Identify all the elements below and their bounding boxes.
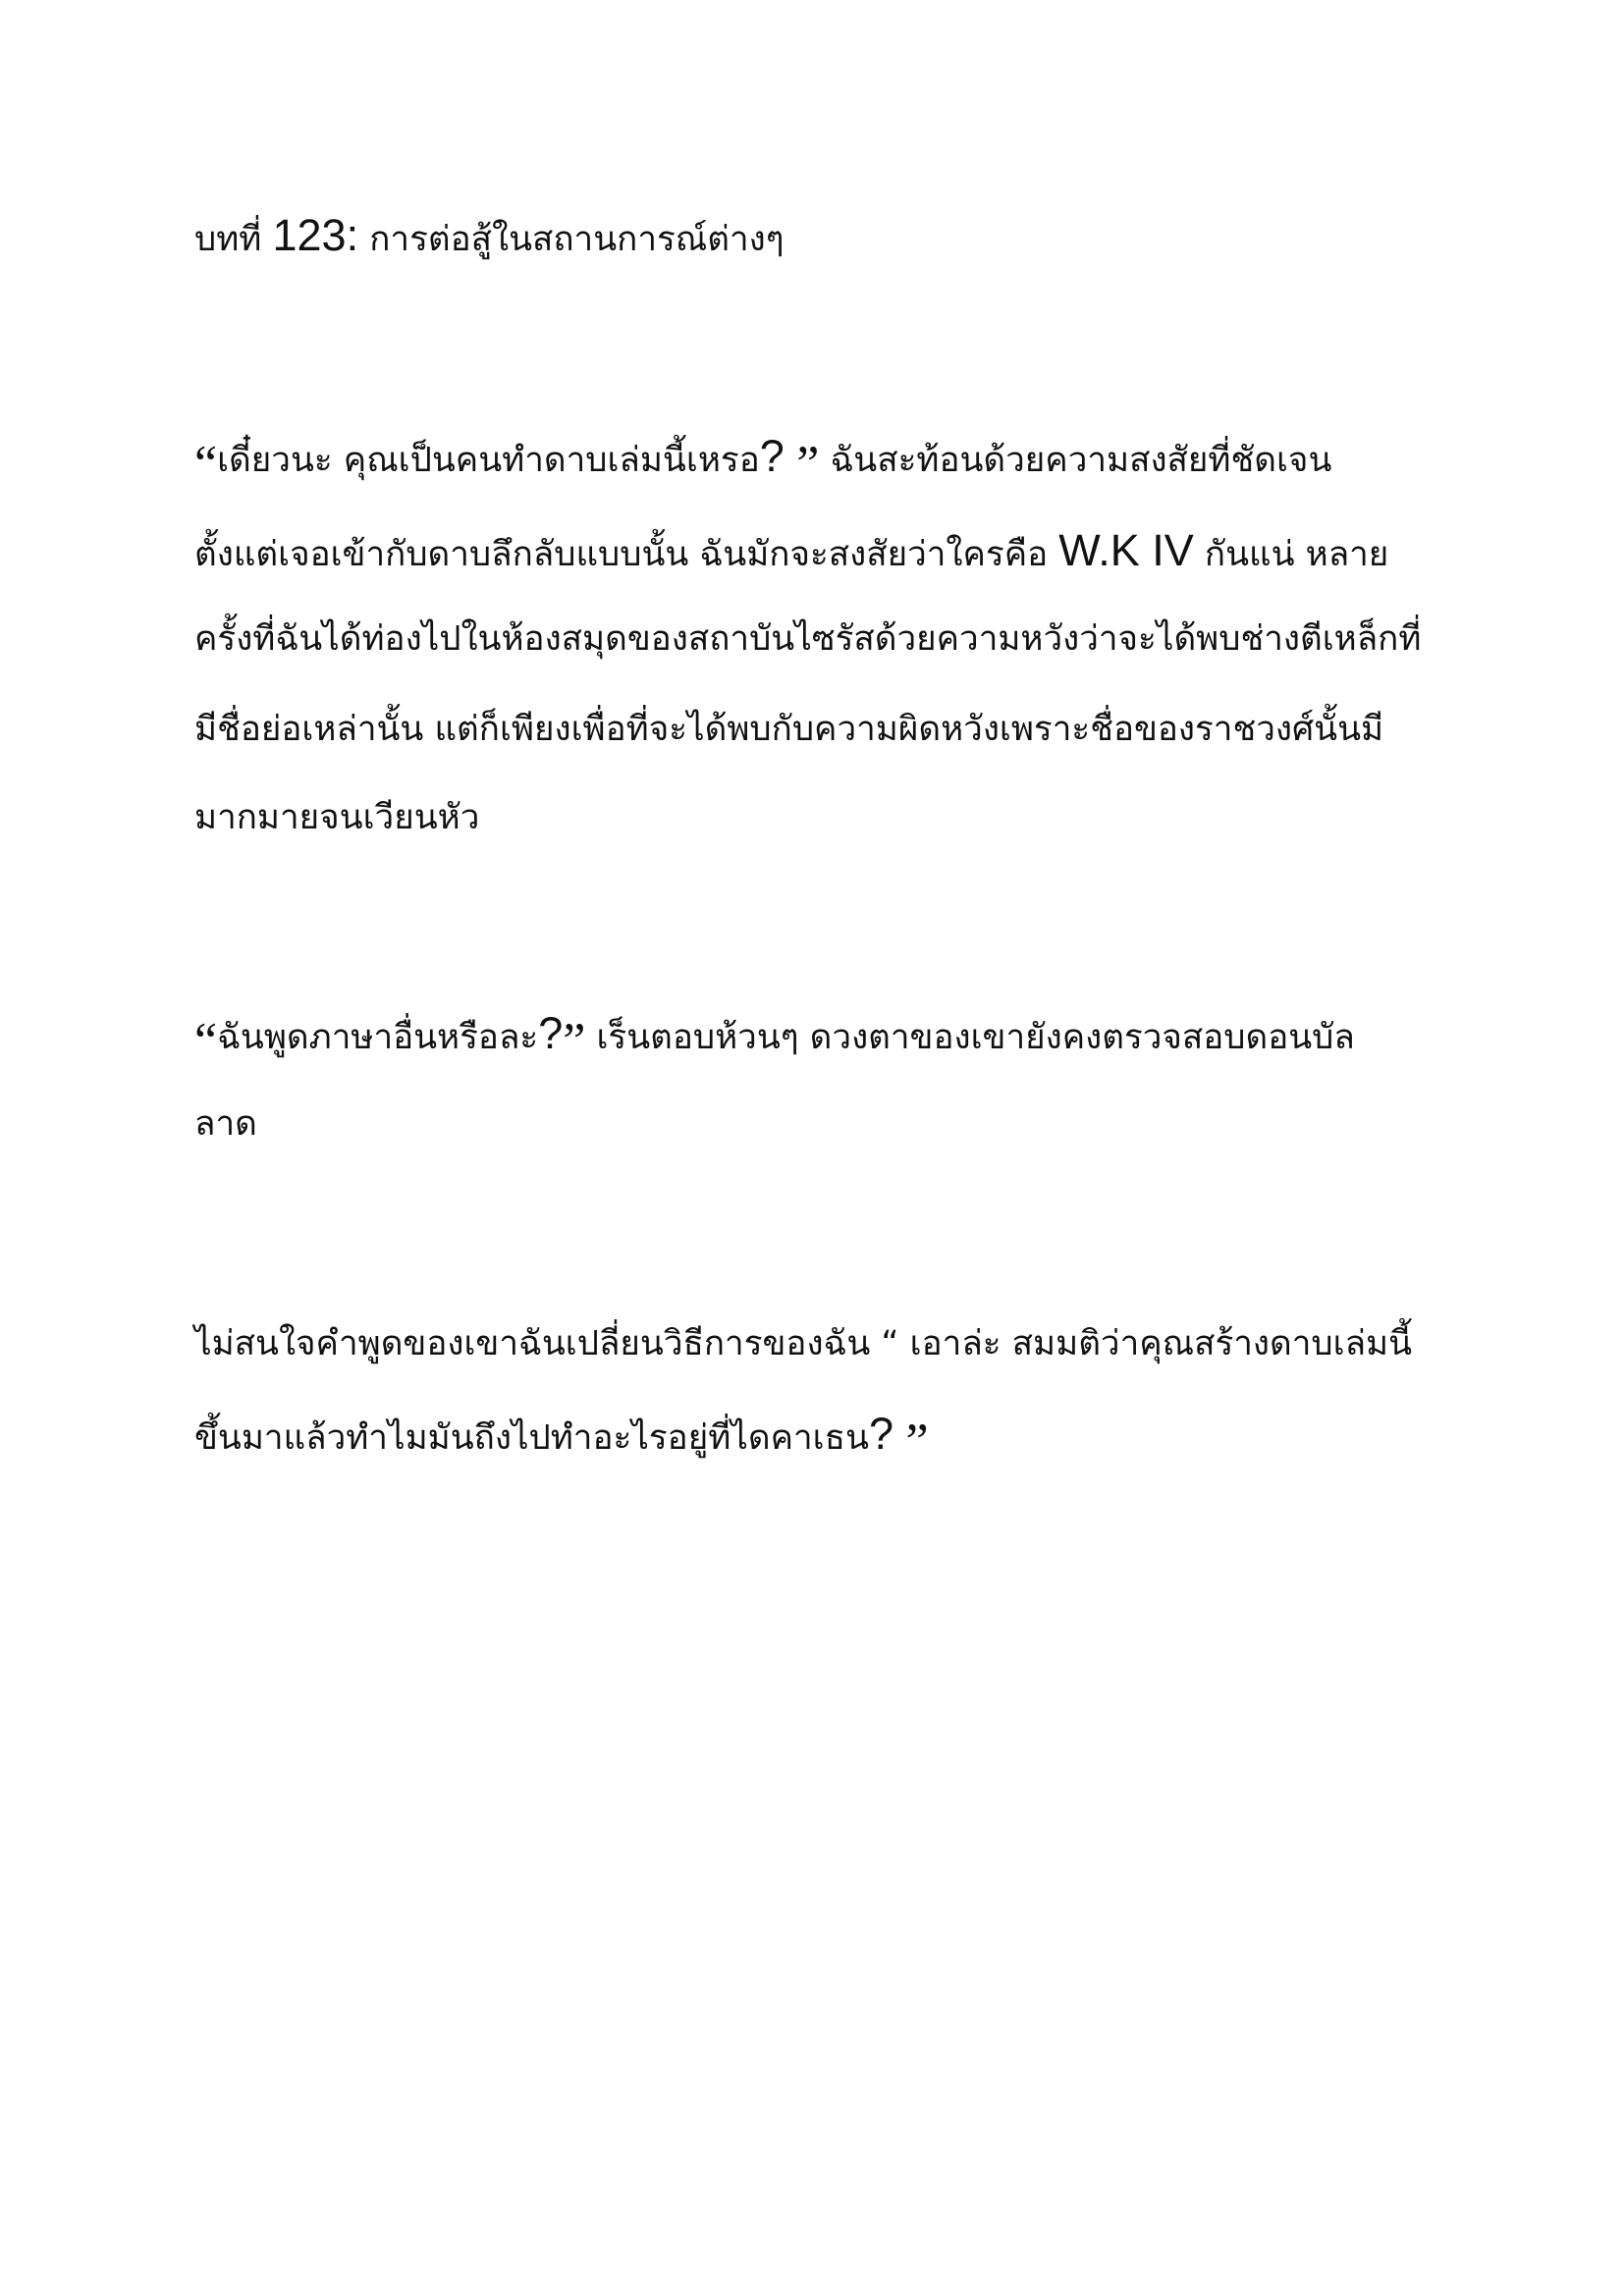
paragraph-1-line-1 <box>194 431 1332 493</box>
question-mark: ? <box>868 1409 906 1459</box>
paragraph-2-line-2: ลาด <box>194 1104 257 1144</box>
paragraph-1-line-4: มีชื่อย่อเหล่านั้น แต่ก็เพียงเพื่อที่จะได้พบกับความผิดหวังเพราะชื่อของราชวงศ์นั้นมี <box>194 710 1384 749</box>
chapter-heading <box>194 212 785 263</box>
narration-text: ฉันสะท้อนด้วยความสงสัยที่ชัดเจน <box>819 441 1332 480</box>
narration-text: กันแน่ หลาย <box>1193 535 1389 574</box>
question-mark: ? <box>759 431 797 481</box>
open-quote: “ <box>194 436 218 493</box>
highlight-name: W.K IV <box>1058 525 1194 575</box>
chapter-title: การต่อสู้ในสถานการณ์ต่างๆ <box>358 220 785 259</box>
dialogue-text: เดี๋ยวนะ คุณเป็นคนทำดาบเล่มนี้เหรอ <box>217 441 760 480</box>
chapter-prefix: บทที่ <box>194 220 273 259</box>
paragraph-2-line-1 <box>194 1008 1355 1070</box>
narration-text: เร็นตอบห้วนๆ ดวงตาของเขายังคงตรวจสอบดอนบัล <box>585 1018 1355 1057</box>
paragraph-1-line-2 <box>194 527 1388 578</box>
paragraph-1-line-3: ครั้งที่ฉันได้ท่องไปในห้องสมุดของสถาบันไซรัสด้วยความหวังว่าจะได้พบช่างตีเหล็กที่ <box>194 619 1422 659</box>
chapter-number: 123: <box>272 210 359 260</box>
question-mark: ? <box>538 1008 564 1058</box>
paragraph-1-line-5: มากมายจนเวียนหัว <box>194 798 480 837</box>
narration-text: ตั้งแต่เจอเข้ากับดาบลึกลับแบบนั้น ฉันมักจะสงสัยว่าใครคือ <box>194 535 1059 574</box>
close-quote: ” <box>563 1013 586 1070</box>
dialogue-text: ฉันพูดภาษาอื่นหรือละ <box>217 1018 539 1057</box>
narration-text: ขึ้นมาแล้วทำไมมันถึงไปทำอะไรอยู่ที่ไดคาเธน <box>194 1418 869 1458</box>
paragraph-3-line-2 <box>194 1409 929 1470</box>
close-quote: ” <box>796 436 820 493</box>
open-quote: “ <box>194 1013 218 1070</box>
paragraph-3-line-1: ไม่สนใจคำพูดของเขาฉันเปลี่ยนวิธีการของฉัน “ เอาล่ะ สมมติว่าคุณสร้างดาบเล่มนี้ <box>194 1324 1413 1363</box>
close-quote: ” <box>905 1414 929 1470</box>
